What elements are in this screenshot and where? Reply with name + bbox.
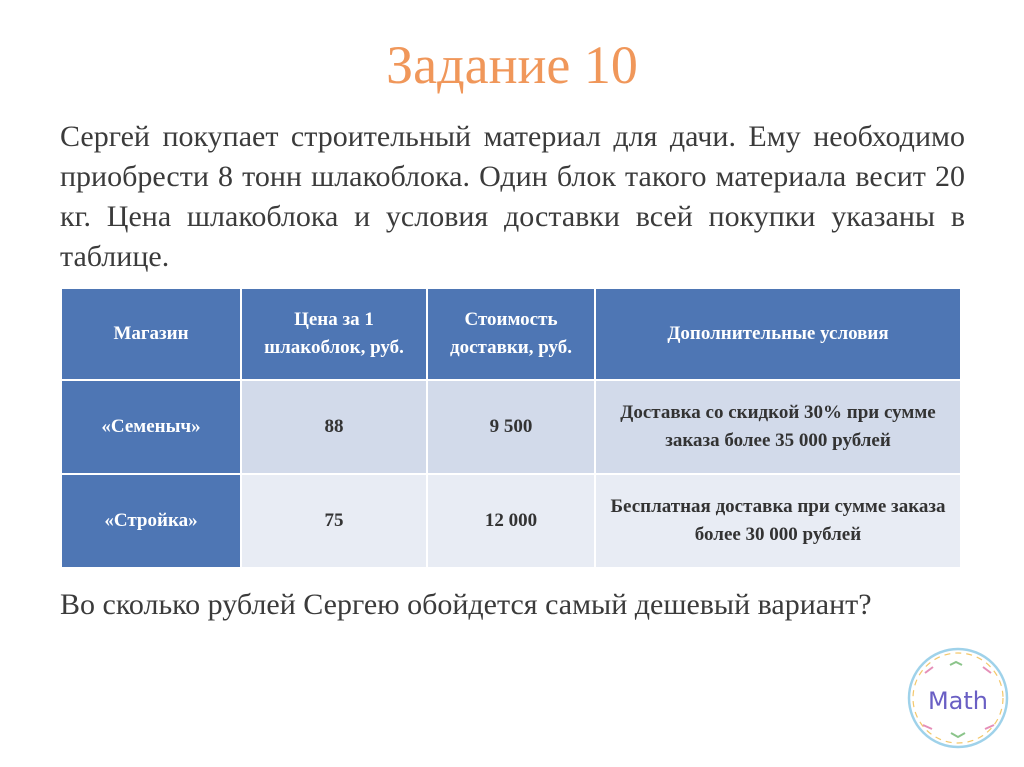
table-header-row	[61, 288, 961, 380]
math-logo-icon	[905, 645, 1011, 751]
shop-name: «Стройка»	[61, 474, 241, 568]
extra-conditions: Бесплатная доставка при сумме заказа более 30 000 рублей	[595, 474, 961, 568]
header-delivery: Стоимость доставки, руб.	[427, 288, 595, 380]
delivery-cost: 12 000	[427, 474, 595, 568]
header-shop: Магазин	[61, 288, 241, 380]
block-price: 75	[241, 474, 427, 568]
logo-text: Math	[927, 687, 989, 715]
problem-text: Сергей покупает строительный материал для дачи. Ему необходимо приобрести 8 тонн шлакоблока. Один блок такого материала весит 20 кг. Цена шлакоблока и условия доставки всей покупки указаны в таблице.	[60, 120, 965, 273]
delivery-cost: 9 500	[427, 380, 595, 474]
block-price: 88	[241, 380, 427, 474]
header-price: Цена за 1 шлакоблок, руб.	[241, 288, 427, 380]
extra-conditions: Доставка со скидкой 30% при сумме заказа более 35 000 рублей	[595, 380, 961, 474]
table-row	[61, 380, 961, 474]
question-text: Во сколько рублей Сергею обойдется самый дешевый вариант?	[60, 588, 872, 621]
table-row	[61, 474, 961, 568]
header-conditions: Дополнительные условия	[595, 288, 961, 380]
shop-name: «Семеныч»	[61, 380, 241, 474]
page-title: Задание 10	[386, 35, 638, 95]
prices-table	[60, 287, 962, 569]
